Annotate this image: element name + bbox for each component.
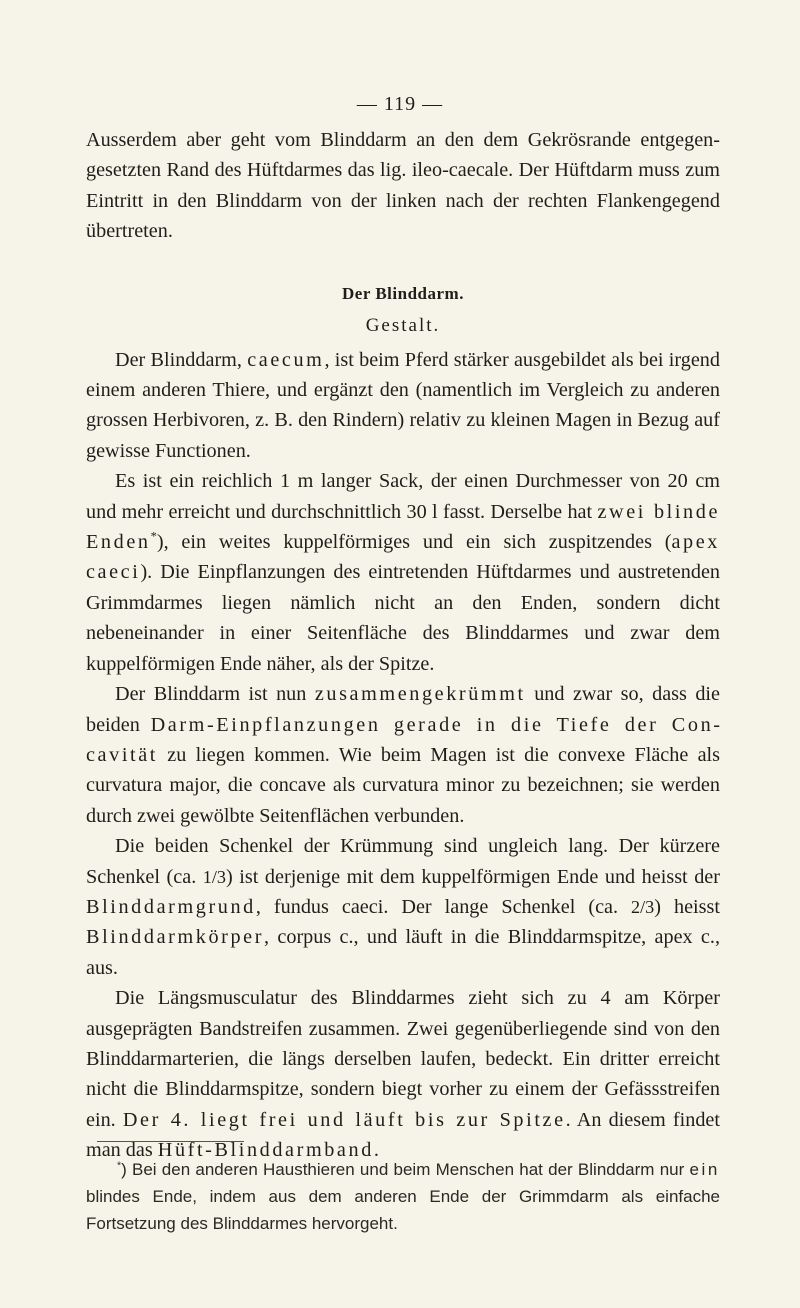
fraction: 2/3 (631, 896, 655, 917)
spaced-term: Der 4. liegt frei und läuft bis zur Spitze (122, 1108, 566, 1131)
paragraph-4: Die beiden Schenkel der Krümmung sind ungleich lang. Der kürzere Schenkel (ca. 1/3) ist derjenige mit dem kuppelförmigen Ende und heisst der Blinddarmgrund, fundus caeci. Der lange Schenkel (ca. 2/3) heisst Blinddarmkörper, corpus c., und läuft in die Blinddarmspitze, apex c., aus. (86, 835, 720, 979)
page-number: — 119 — (356, 93, 444, 115)
paragraph-3: Der Blinddarm ist nun zusammengekrümmt und zwar so, dass die beiden Darm-Einpflanzungen gerade in die Tiefe der Concavität zu liegen kommen. Wie beim Magen ist die convexe Fläche als curvatura major, die concave als curvatura minor zu bezeichnen; sie werden durch zwei gewölbte Seitenflächen verbunden. (86, 683, 720, 827)
footnote-divider (97, 1141, 244, 1142)
spaced-term: zusammengekrümmt (314, 683, 526, 706)
intro-paragraph: Ausserdem aber geht vom Blinddarm an den dem Gekrösrande entgegengesetzten Rand des Hüftdarmes das lig. ileo-caecale. Der Hüftdarm muss zum Eintritt in den Blinddarm von der linken nach der rechten Flankengegend übertreten. (86, 129, 720, 243)
footnote-marker: * (150, 529, 157, 544)
paragraph-2: Es ist ein reichlich 1 m langer Sack, der einen Durchmesser von 20 cm und mehr erreicht und durchschnittlich 30 l fasst. Derselbe hat zwei blinde Enden*), ein weites kuppelförmiges und ein sich zuspitzendes (apex caeci). Die Einpflanzungen des eintretenden Hüftdarmes und austretenden Grimmdarmes liegen nämlich nicht an den Enden, sondern dicht nebeneinander in einer Seitenfläche des Blinddarmes und zwar dem kuppelförmigen Ende näher, als der Spitze. (86, 470, 720, 675)
paragraph-1: Der Blinddarm, caecum, ist beim Pferd stärker ausgebildet als bei irgend einem anderen Thiere, und ergänzt den (namentlich im Vergleich zu anderen grossen Herbivoren, z. B. den Rindern) relativ zu kleinen Magen in Bezug auf gewisse Functionen. (86, 348, 720, 462)
spaced-term: Blinddarmgrund (86, 895, 256, 918)
spaced-term: Hüft-Blinddarmband (157, 1139, 374, 1162)
fraction: 1/3 (202, 866, 227, 887)
spaced-term: Darm-Einpflanzungen gerade in die Tiefe der Concavität (86, 713, 720, 766)
section-heading: Der Blinddarm. (342, 283, 464, 303)
spaced-term: caecum (247, 348, 325, 371)
body-text (86, 125, 720, 1166)
section-subheading: Gestalt. (365, 314, 441, 336)
spaced-term: zwei blinde Enden (86, 500, 720, 554)
paragraph-5: Die Längsmusculatur des Blinddarmes zieht sich zu 4 am Körper ausgeprägten Bandstreifen zusammen. Zwei gegenüberliegende sind von den Blinddarmarterien, die längs derselben laufen, bedeckt. Ein dritter erreicht nicht die Blinddarmspitze, sondern biegt vorher zu einem der Gefässstreifen ein. Der 4. liegt frei und läuft bis zur Spitze. An diesem findet man das Hüft-Blinddarmband. (86, 987, 721, 1162)
spaced-term: Blinddarmkörper (86, 926, 265, 949)
spaced-term: ein (689, 1160, 720, 1179)
footnote-marker: * (117, 1159, 122, 1172)
footnote: *) Bei den anderen Hausthieren und beim Menschen hat der Blinddarm nur ein blindes Ende, indem aus dem anderen Ende der Grimmdarm als einfache Fortsetzung des Blinddarmes hervorgeht. (86, 1159, 720, 1233)
spaced-term: apex caeci (86, 531, 720, 584)
